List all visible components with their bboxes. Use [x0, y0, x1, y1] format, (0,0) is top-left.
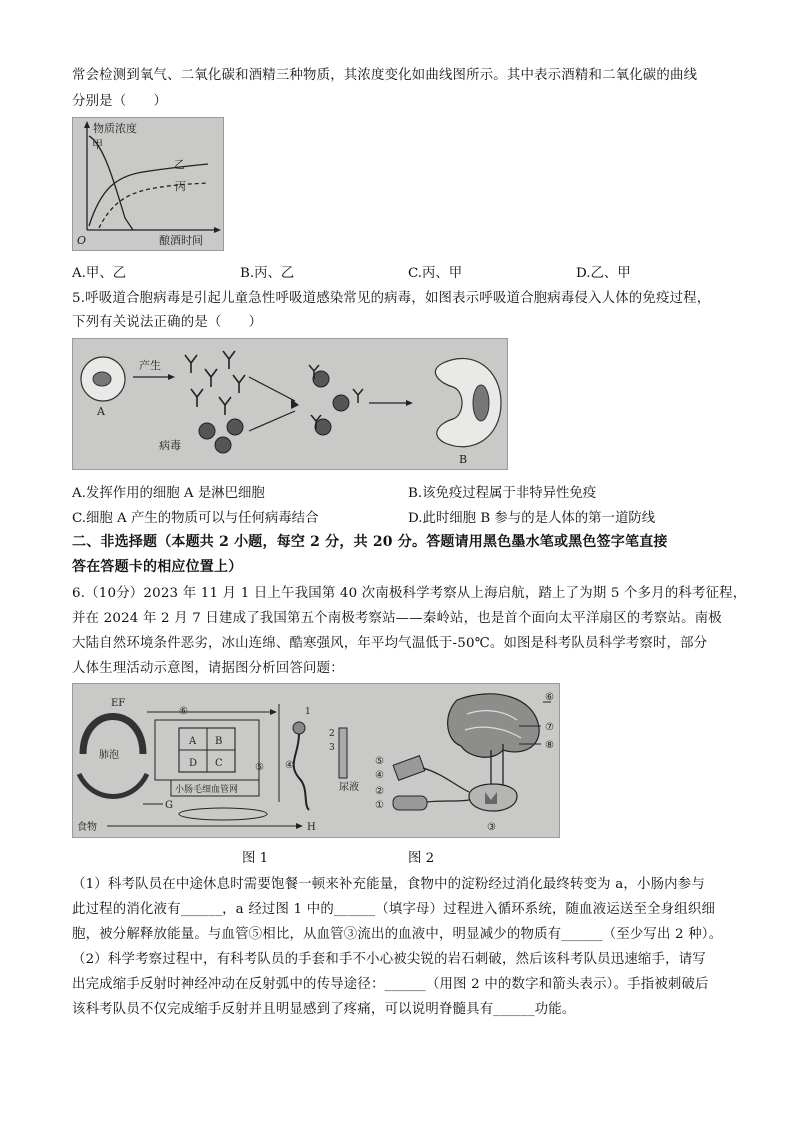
- section2-heading-line1: 二、非选择题（本题共 2 小题，每空 2 分，共 20 分。答题请用黑色墨水笔或黑色签字笔直接: [72, 534, 668, 550]
- q5-stem-line2: 下列有关说法正确的是（ ）: [72, 315, 263, 330]
- q6-part2-line3: 该科考队员不仅完成缩手反射并且明显感到了疼痛，可以说明脊髓具有______功能。: [72, 1002, 576, 1017]
- fig2-label-c2: ②: [375, 786, 384, 797]
- q4-option-a[interactable]: A.甲、乙: [72, 266, 127, 281]
- q5-option-a[interactable]: A.发挥作用的细胞 A 是淋巴细胞: [72, 486, 265, 501]
- fig1-label-urine: 尿液: [339, 782, 359, 793]
- fig1-label-alveoli: 肺泡: [99, 750, 119, 761]
- curve-yi: [89, 164, 208, 226]
- fig2-label-c8: ⑧: [545, 740, 554, 751]
- label-virus: 病毒: [159, 439, 181, 452]
- q4-option-b[interactable]: B.丙、乙: [240, 266, 295, 281]
- q4-concentration-chart: [72, 117, 224, 251]
- fig1-diagram: [77, 698, 359, 833]
- q6-part2-line1: （2）科学考察过程中，有科考队员的手套和手不小心被尖锐的岩石刺破，然后该科考队员迅速缩手，请写: [72, 952, 706, 967]
- q4-option-c[interactable]: C.丙、甲: [408, 266, 463, 281]
- q5-option-c[interactable]: C.细胞 A 产生的物质可以与任何病毒结合: [72, 511, 319, 526]
- q5-option-b[interactable]: B.该免疫过程属于非特异性免疫: [408, 486, 597, 501]
- label-cell-a: A: [97, 405, 105, 418]
- receptor-skin: [393, 756, 425, 781]
- fig1-label-capillary: 小肠毛细血管网: [175, 785, 239, 795]
- q6-part2-line2: 出完成缩手反射时神经冲动在反射弧中的传导途径：______（用图 2 中的数字和箭头表示）。手指被刺破后: [72, 977, 709, 992]
- q6-stem-line4: 人体生理活动示意图，请据图分析回答问题：: [72, 661, 344, 676]
- q6-stem-line2: 并在 2024 年 2 月 7 日建成了我国第五个南极考察站——秦岭站，也是首个面向太平洋扇区的考察站。南极: [72, 611, 722, 626]
- q6-physiology-figure: [72, 683, 560, 838]
- fig1-label-n5: ⑤: [255, 762, 264, 773]
- q6-stem-line3: 大陆自然环境条件恶劣，冰山连绵、酷寒强风，年平均气温低于-50℃。如图是科考队员科学考察时，部分: [72, 636, 708, 651]
- figure2-caption: 图 2: [408, 851, 435, 866]
- kidney-nephron: [279, 704, 347, 810]
- label-bing: 丙: [175, 180, 186, 193]
- q4-stem-line2: 分别是（ ）: [72, 94, 168, 109]
- q6-part1-line3: 胞，被分解释放能量。与血管⑤相比，从血管③流出的血液中，明显减少的物质有______（至少写出 2 种）。: [72, 927, 723, 942]
- fig1-label-food: 食物: [77, 822, 97, 833]
- fig1-label-g: G: [165, 800, 173, 811]
- fig1-label-n4: ④: [285, 760, 294, 771]
- fig2-label-c7: ⑦: [545, 722, 554, 733]
- fig1-label-2: 2: [329, 729, 335, 739]
- q6-part1-line2: 此过程的消化液有______，a 经过图 1 中的______（填字母）过程进入循环系统，随血液运送至全身组织细: [72, 902, 716, 917]
- fig1-label-ef: EF: [111, 698, 126, 709]
- fig2-diagram: [375, 692, 554, 833]
- fig1-label-1: 1: [305, 707, 311, 717]
- section2-heading-line2: 答在答题卡的相应位置上）: [72, 559, 243, 575]
- virus-group: [199, 419, 243, 453]
- cell-a: [81, 357, 125, 401]
- fig1-label-n6: ⑥: [179, 706, 188, 717]
- antigen-antibody-complex: [309, 365, 363, 435]
- fig2-label-c3: ③: [487, 822, 496, 833]
- label-produce: 产生: [139, 359, 161, 372]
- label-cell-b: B: [459, 453, 468, 466]
- curve-bing: [99, 183, 208, 228]
- fig2-label-c4: ④: [375, 770, 384, 781]
- effector-muscle: [393, 796, 427, 810]
- fig2-label-c6: ⑥: [545, 692, 554, 703]
- antibodies-group: [185, 351, 245, 415]
- chart-origin: O: [77, 234, 87, 247]
- q5-stem-line1: 5.呼吸道合胞病毒是引起儿童急性呼吸道感染常见的病毒，如图表示呼吸道合胞病毒侵入人体的免疫过程，: [72, 291, 711, 306]
- cell-b-phagocyte: [435, 358, 501, 446]
- fig2-label-c1: ①: [375, 800, 384, 811]
- fig1-label-a: A: [189, 736, 197, 747]
- fig1-label-d: D: [189, 758, 198, 769]
- fig2-label-c5: ⑤: [375, 756, 384, 767]
- fig1-label-b: B: [215, 736, 223, 747]
- label-yi: 乙: [174, 158, 185, 171]
- q6-stem-line1: 6.（10分）2023 年 11 月 1 日上午我国第 40 次南极科学考察从上海启航，踏上了为期 5 个多月的科考征程，: [72, 586, 747, 601]
- q4-stem-line1: 常会检测到氧气、二氧化碳和酒精三种物质，其浓度变化如曲线图所示。其中表示酒精和二氧化碳的曲线: [72, 68, 698, 83]
- label-jia: 甲: [92, 138, 103, 151]
- fig1-label-c: C: [215, 758, 223, 769]
- fig1-label-3: 3: [329, 743, 335, 753]
- chart-ylabel: 物质浓度: [93, 122, 137, 135]
- q6-part1-line1: （1）科考队员在中途休息时需要饱餐一顿来补充能量，食物中的淀粉经过消化最终转变为 a，小肠内参与: [72, 877, 705, 892]
- q5-option-d[interactable]: D.此时细胞 B 参与的是人体的第一道防线: [408, 511, 656, 526]
- q5-immune-figure: [72, 338, 508, 470]
- q4-option-d[interactable]: D.乙、甲: [576, 266, 631, 281]
- figure1-caption: 图 1: [242, 851, 269, 866]
- chart-xlabel: 酿酒时间: [159, 234, 203, 247]
- fig1-label-h: H: [307, 822, 316, 833]
